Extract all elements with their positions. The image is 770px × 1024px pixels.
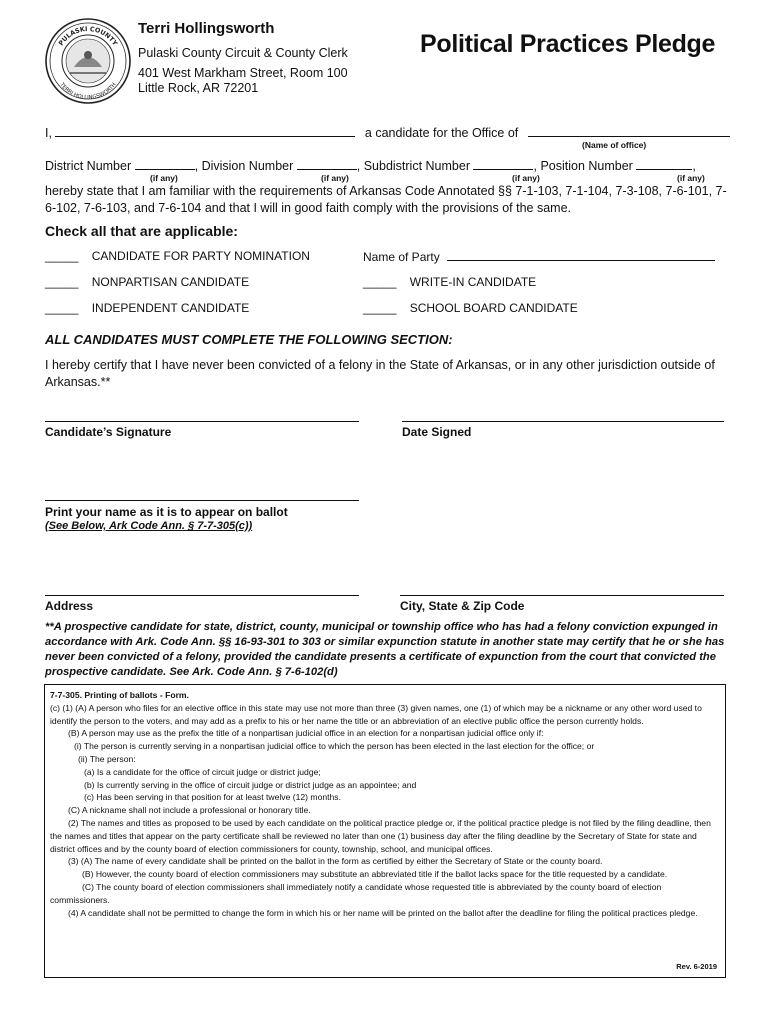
seal-text-bottom: TERRI HOLLINGSWORTH (58, 81, 118, 102)
option-label: SCHOOL BOARD CANDIDATE (409, 301, 578, 315)
option-blank: _____ (45, 301, 79, 315)
check-heading: Check all that are applicable: (45, 223, 238, 239)
clerk-name: Terri Hollingsworth (138, 20, 275, 37)
office-name-field[interactable] (528, 125, 730, 137)
address-line-1: 401 West Markham Street, Room 100 (138, 66, 348, 80)
statute-paragraph: (4) A candidate shall not be permitted to change the form in which his or her name will be printed on the ballot after the deadline for filing the political practices pledge. (68, 907, 698, 918)
print-name-label: Print your name as it is to appear on ballot (45, 505, 288, 519)
certify-heading: ALL CANDIDATES MUST COMPLETE THE FOLLOWING SECTION: (45, 332, 453, 347)
name-of-party (363, 249, 715, 264)
option-write-in[interactable] (363, 275, 536, 289)
statute-paragraph: (c) (1) (A) A person who files for an elective office in this state may use not more than three (3) given names, one (1) of which may be a nickname or any other word used to identify the person to the voters, and may add as a prefix to his or her name the title or an abbreviation of an elective public office the person currently holds. (50, 702, 702, 726)
district-line: District Number , Division Number , Subdistrict Number , Position Number , (45, 159, 696, 173)
clerk-title: Pulaski County Circuit & County Clerk (138, 46, 348, 60)
statute-box (44, 684, 726, 978)
print-name-line[interactable] (45, 500, 359, 501)
option-nonpartisan[interactable] (45, 275, 249, 289)
statute-paragraph: (B) However, the county board of election commissioners may substitute an abbreviated title if the ballot lacks space for the title requested by a candidate. (82, 869, 668, 880)
subdistrict-number-field[interactable] (473, 158, 533, 170)
district-label: District Number (45, 159, 132, 173)
date-signed-label: Date Signed (402, 425, 472, 439)
statute-title: 7-7-305. Printing of ballots - Form. (50, 690, 189, 700)
address-line[interactable] (45, 595, 359, 596)
candidate-prefix: I, (45, 126, 52, 140)
option-independent[interactable] (45, 301, 249, 315)
city-state-zip-line[interactable] (400, 595, 724, 596)
print-name-note: (See Below, Ark Code Ann. § 7-7-305(c)) (45, 520, 253, 532)
form-title: Political Practices Pledge (420, 30, 716, 58)
option-blank: _____ (363, 275, 397, 289)
revision-date: Rev. 6-2019 (676, 962, 717, 972)
subdistrict-if-any: (if any) (512, 173, 540, 183)
option-label: INDEPENDENT CANDIDATE (91, 301, 250, 315)
position-if-any: (if any) (677, 173, 705, 183)
county-seal-logo (44, 17, 132, 105)
option-label: NONPARTISAN CANDIDATE (91, 275, 250, 289)
signature-line[interactable] (45, 421, 359, 422)
statute-paragraph: (C) The county board of election commissioners shall immediately notify a candidate whose requested title is abbreviated by the county board of election commissioners. (50, 881, 662, 905)
certify-text: I hereby certify that I have never been convicted of a felony in the State of Arkansas, or in any other jurisdiction outside of Arkansas.** (45, 358, 715, 389)
option-label: WRITE-IN CANDIDATE (409, 275, 537, 289)
district-if-any: (if any) (150, 173, 178, 183)
statute-paragraph: (3) (A) The name of every candidate shall be printed on the ballot in the form as certified by either the Secretary of State or the county board. (68, 856, 603, 867)
position-number-field[interactable] (636, 158, 692, 170)
statute-paragraph: (i) The person is currently serving in a nonpartisan judicial office to which the person has been elected in the last election for the office; or (74, 741, 595, 752)
statute-paragraph: (C) A nickname shall not include a professional or honorary title. (68, 805, 311, 816)
name-of-party-label: Name of Party (363, 250, 440, 264)
statute-paragraph: (b) Is currently serving in the office of circuit judge or district judge as an appointee; and (84, 779, 417, 790)
position-label: Position Number (540, 159, 633, 173)
date-line[interactable] (402, 421, 724, 422)
option-party-nomination[interactable] (45, 249, 310, 263)
option-label: CANDIDATE FOR PARTY NOMINATION (91, 249, 310, 263)
party-name-field[interactable] (447, 249, 715, 261)
statute-paragraph: (2) The names and titles as proposed to be used by each candidate on the political practice pledge or, if the political practice pledge is not filed by the filing deadline, then the names and titles that appear on the party certificate shall be reviewed no later than one (1) business day after the filing deadline by the Secretary of State for state and district offices and by the county board of election commissioners for county, township, school, and municipal offices. (50, 817, 711, 854)
expunction-footnote: **A prospective candidate for state, district, county, municipal or township office who has had a felony conviction expunged in accordance with Ark. Code Ann. §§ 16-93-301 to 303 or similar expunction statute in another state may certify that he or she has never been convicted of a felony, provided the candidate presents a certificate of expunction from the court that convicted the prospective candidate. See Ark. Code Ann. § 7-6-102(d) (45, 621, 725, 678)
name-of-office-note: (Name of office) (582, 140, 647, 150)
statute-paragraph: (c) Has been serving in that position for at least twelve (12) months. (84, 792, 341, 803)
statute-paragraph: (a) Is a candidate for the office of circuit judge or district judge; (84, 766, 321, 777)
option-blank: _____ (45, 249, 79, 263)
candidate-signature-label: Candidate’s Signature (45, 425, 172, 439)
option-blank: _____ (363, 301, 397, 315)
division-label: Division Number (201, 159, 294, 173)
candidate-name-field[interactable] (55, 125, 355, 137)
district-number-field[interactable] (135, 158, 195, 170)
statute-paragraph: (B) A person may use as the prefix the title of a nonpartisan judicial office in an election for a nonpartisan judicial office only if: (68, 728, 544, 739)
city-state-zip-label: City, State & Zip Code (400, 599, 525, 613)
compliance-statement: hereby state that I am familiar with the requirements of Arkansas Code Annotated §§ 7-1-103, 7-1-104, 7-3-108, 7-6-101, 7-6-102, 7-6-103, and 7-6-104 and that I will in good faith comply with the provisions of the same. (45, 184, 727, 215)
division-if-any: (if any) (321, 173, 349, 183)
address-line-2: Little Rock, AR 72201 (138, 81, 259, 95)
seal-text-top: PULASKI COUNTY (56, 24, 120, 48)
option-school-board[interactable] (363, 301, 578, 315)
statute-paragraph: (ii) The person: (78, 753, 136, 764)
candidate-line (45, 125, 730, 140)
option-blank: _____ (45, 275, 79, 289)
address-label: Address (45, 599, 94, 613)
candidate-office-label: a candidate for the Office of (364, 126, 519, 140)
subdistrict-label: Subdistrict Number (363, 159, 470, 173)
division-number-field[interactable] (297, 158, 357, 170)
